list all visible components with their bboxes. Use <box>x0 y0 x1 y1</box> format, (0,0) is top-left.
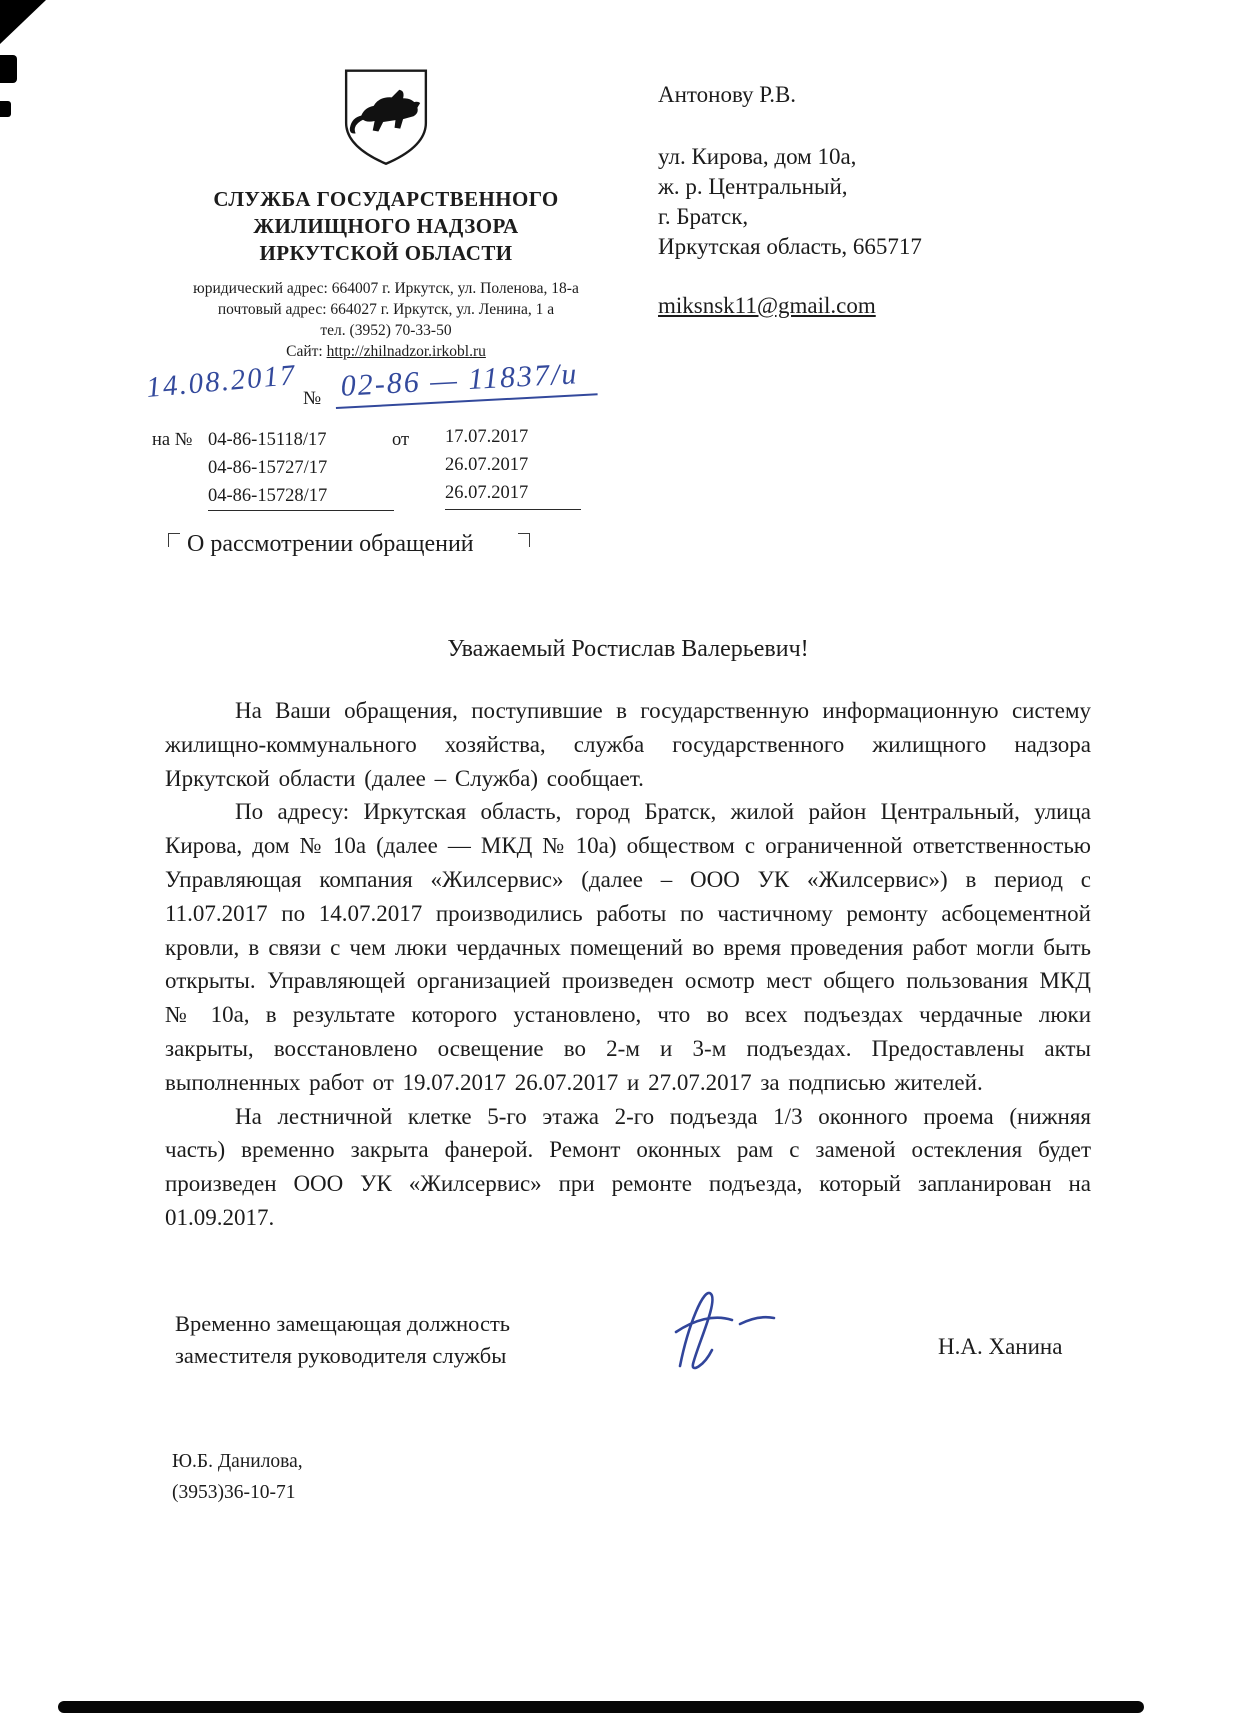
recipient-name: Антонову Р.В. <box>658 82 797 107</box>
reference-date: 26.07.2017 <box>445 483 581 510</box>
signature-position-line: Временно замещающая должность <box>175 1311 511 1336</box>
recipient-address-line: ул. Кирова, дом 10а, <box>658 144 857 169</box>
letterhead <box>140 66 632 362</box>
executor-block <box>172 1446 303 1508</box>
signer-name: Н.А. Ханина <box>938 1334 1063 1359</box>
in-reply-label: на № <box>152 430 193 450</box>
executor-name: Ю.Б. Данилова, <box>172 1451 303 1472</box>
reference-row <box>140 427 700 458</box>
letter-body <box>165 694 1091 1235</box>
scan-artifact-corner <box>0 0 46 44</box>
handwritten-date: 14.08.2017 <box>145 359 298 405</box>
handwritten-signature-icon <box>648 1278 788 1378</box>
site-url: http://zhilnadzor.irkobl.ru <box>326 343 486 360</box>
org-name <box>140 186 632 267</box>
recipient-address-line: ж. р. Центральный, <box>658 174 848 199</box>
corner-mark-close-icon <box>518 533 530 547</box>
recipient-email: miksnsk11@gmail.com <box>658 293 876 318</box>
site-label: Сайт: <box>286 343 327 360</box>
salutation: Уважаемый Ростислав Валерьевич! <box>447 636 809 662</box>
executor-phone: (3953)36-10-71 <box>172 1482 296 1503</box>
phone: тел. (3952) 70-33-50 <box>320 322 452 339</box>
scan-artifact-bottom-strip <box>58 1701 1144 1713</box>
reference-date: 26.07.2017 <box>445 455 529 475</box>
recipient-address-line: г. Братск, <box>658 204 749 229</box>
reference-number: 04-86-15728/17 <box>208 486 394 511</box>
reference-row <box>140 483 700 514</box>
irkutsk-coat-of-arms-icon <box>329 66 443 178</box>
legal-address: юридический адрес: 664007 г. Иркутск, ул. Поленова, 18-а <box>193 280 579 297</box>
org-name-line: ЖИЛИЩНОГО НАДЗОРА <box>253 214 519 238</box>
reference-row <box>140 455 700 486</box>
reference-date: 17.07.2017 <box>445 427 529 447</box>
registration-block <box>140 357 700 514</box>
recipient-address-line: Иркутская область, 665717 <box>658 234 922 259</box>
number-sign: № <box>303 388 322 409</box>
from-label: от <box>392 430 410 450</box>
body-paragraph: На лестничной клетке 5-го этажа 2-го подъезда 1/3 оконного проема (нижняя часть) временно закрыта фанерой. Ремонт оконных рам с заменой остекления будет произведен ООО УК «Жилсервис» при ремонте подъезда, который запланирован на 01.09.2017. <box>165 1103 1091 1230</box>
reference-number: 04-86-15727/17 <box>208 458 328 478</box>
scan-artifact-edge <box>0 55 17 83</box>
signature-position-line: заместителя руководителя службы <box>175 1343 507 1368</box>
subject-text: О рассмотрении обращений <box>187 531 474 557</box>
postal-address: почтовый адрес: 664027 г. Иркутск, ул. Ленина, 1 а <box>217 301 555 318</box>
handwritten-number: 02-86 — 11837/и <box>334 356 597 409</box>
org-name-line: СЛУЖБА ГОСУДАРСТВЕННОГО <box>213 187 559 211</box>
reference-number: 04-86-15118/17 <box>208 430 327 450</box>
recipient-block <box>658 80 1088 321</box>
signature-position <box>175 1308 510 1372</box>
org-name-line: ИРКУТСКОЙ ОБЛАСТИ <box>259 241 513 265</box>
body-paragraph: На Ваши обращения, поступившие в государственную информационную систему жилищно-коммунального хозяйства, служба государственного жилищного надзора Иркутской области (далее – Служба) сообщает. <box>165 698 1091 791</box>
scan-artifact-edge <box>0 101 11 117</box>
subject-line <box>168 531 530 558</box>
body-paragraph: По адресу: Иркутская область, город Братск, жилой район Центральный, улица Кирова, дом № 10а (далее — МКД № 10а) обществом с ограниченной ответственностью Управляющая компания «Жилсервис» (далее – ООО УК «Жилсервис») в период с 11.07.2017 по 14.07.2017 производились работы по частичному ремонту асбоцементной кровли, в связи с чем люки чердачных помещений во время проведения работ могли быть открыты. Управляющей организацией произведен осмотр мест общего пользования МКД № 10а, в результате которого установлено, что во всех подъездах чердачные люки закрыты, восстановлено освещение во 2-м и 3-м подъездах. Предоставлены акты выполненных работ от 19.07.2017 26.07.2017 и 27.07.2017 за подписью жителей. <box>165 799 1091 1095</box>
corner-mark-open-icon <box>168 533 180 547</box>
